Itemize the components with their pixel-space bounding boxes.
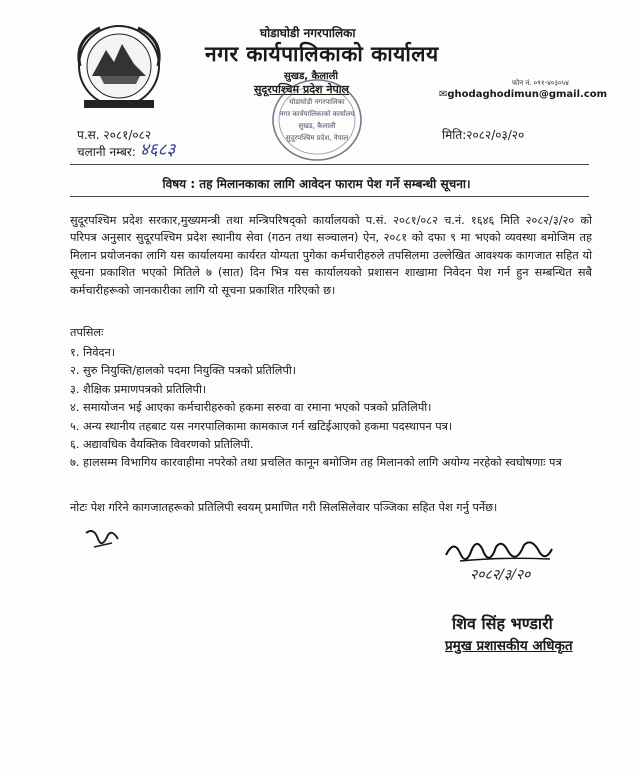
email-icon: ✉: [439, 89, 448, 100]
subject-rule-top: [70, 164, 589, 165]
nepal-emblem-icon: [70, 20, 168, 112]
list-item: २. सुरु नियुक्ति/हालको पदमा नियुक्ति पत्रको प्रतिलिपी।: [70, 364, 297, 378]
letter-body: सुदूरपश्चिम प्रदेश सरकार,मुख्यमन्त्री तथा मन्त्रिपरिषद्को कार्यालयको प.सं. २०८१/०८२ च.नं. १६४६ मिति २०८२/३/२० को परिपत्र अनुसार सुदूरपश्चिम प्रदेश स्थानीय सेवा (गठन तथा सञ्चालन) ऐन, २०८१ को दफा ९ मा भएको व्यवस्था बमोजिम तह मिलान प्रयोजनका लागि यस कार्यालयमा कार्यरत योग्यता पुगेका कर्मचारीहरुले तपसिलमा उल्लेखित आवश्यक कागजात सहित यो सूचना प्रकाशित भएको मितिले ७ (सात) दिन भित्र यस कार्यालयको प्रशासन शाखामा निवेदन पेश गर्न हुन सम्बन्धित सबै कर्मचारीहरूको जानकारीका लागि यो सूचना प्रकाशित गरिएको छ।: [70, 214, 592, 297]
email-text: ghodaghodimun@gmail.com: [447, 89, 608, 100]
stamp-line4: सुदूरपश्चिम प्रदेश, नेपाल: [285, 134, 349, 142]
initials-mark: [82, 525, 122, 555]
letter-note: नोटः पेश गरिने कागजातहरूको प्रतिलिपी स्वयम् प्रमाणित गरी सिलसिलेवार पञ्जिका सहित पेश गर्नु पर्नेछ।: [70, 501, 498, 514]
officer-title: प्रमुख प्रशासकीय अधिकृत: [445, 638, 573, 654]
reference-number: प.स. २०८१/०८२: [77, 128, 152, 142]
stamp-line1: घोडाघोडी नगरपालिका: [289, 98, 345, 106]
dispatch-label: चलानी नम्बर:: [77, 145, 136, 159]
stamp-line2: नगर कार्यपालिकाको कार्यालय: [279, 110, 355, 118]
dispatch-number: ४६८३: [140, 140, 176, 160]
municipality-name: घोडाघोडी नगरपालिका: [260, 26, 356, 40]
list-item: ५. अन्य स्थानीय तहबाट यस नगरपालिकामा कामकाज गर्न खटिईआएको हकमा पदस्थापन पत्र।: [70, 419, 453, 433]
office-stamp: [262, 70, 372, 170]
office-province: सुदूरपश्चिम प्रदेश नेपाल: [254, 83, 350, 96]
list-item: ३. शैक्षिक प्रमाणपत्रको प्रतिलिपी।: [70, 382, 207, 396]
list-item: ७. हालसम्म विभागिय कारवाहीमा नपरेको तथा प्रचलित कानून बमोजिम तह मिलानको लागि अयोग्य नरहेको स्वघोषणाः पत्र: [70, 456, 562, 470]
office-title: नगर कार्यपालिकाको कार्यालय: [205, 42, 439, 66]
signature-date: २०८२/३/२०: [470, 567, 531, 583]
subject-rule-bottom: [70, 196, 589, 197]
list-item: ६. अद्यावधिक वैयक्तिक विवरणको प्रतिलिपी.: [70, 437, 254, 451]
officer-name: शिव सिंह भण्डारी: [452, 614, 553, 633]
office-location: सुखड, कैलाली: [284, 71, 338, 82]
stamp-line3: सुखड, कैलाली: [298, 122, 336, 130]
office-phone: फोन नं. ०९१-४०३०५४: [512, 79, 569, 87]
office-email: [439, 89, 607, 100]
requirements-list: [70, 344, 590, 472]
list-item: ४. समायोजन भई आएका कर्मचारीहरुको हकमा सरुवा वा रमाना भएको पत्रको प्रतिलिपी।: [70, 401, 432, 415]
list-item: १. निवेदन।: [70, 346, 116, 359]
details-label: तपसिलः: [70, 326, 104, 339]
letter-subject: विषय : तह मिलानकाका लागि आवेदन फाराम पेश गर्ने सम्बन्धी सूचना।: [162, 177, 471, 191]
letter-date: मिति:२०८२/०३/२०: [442, 128, 525, 142]
